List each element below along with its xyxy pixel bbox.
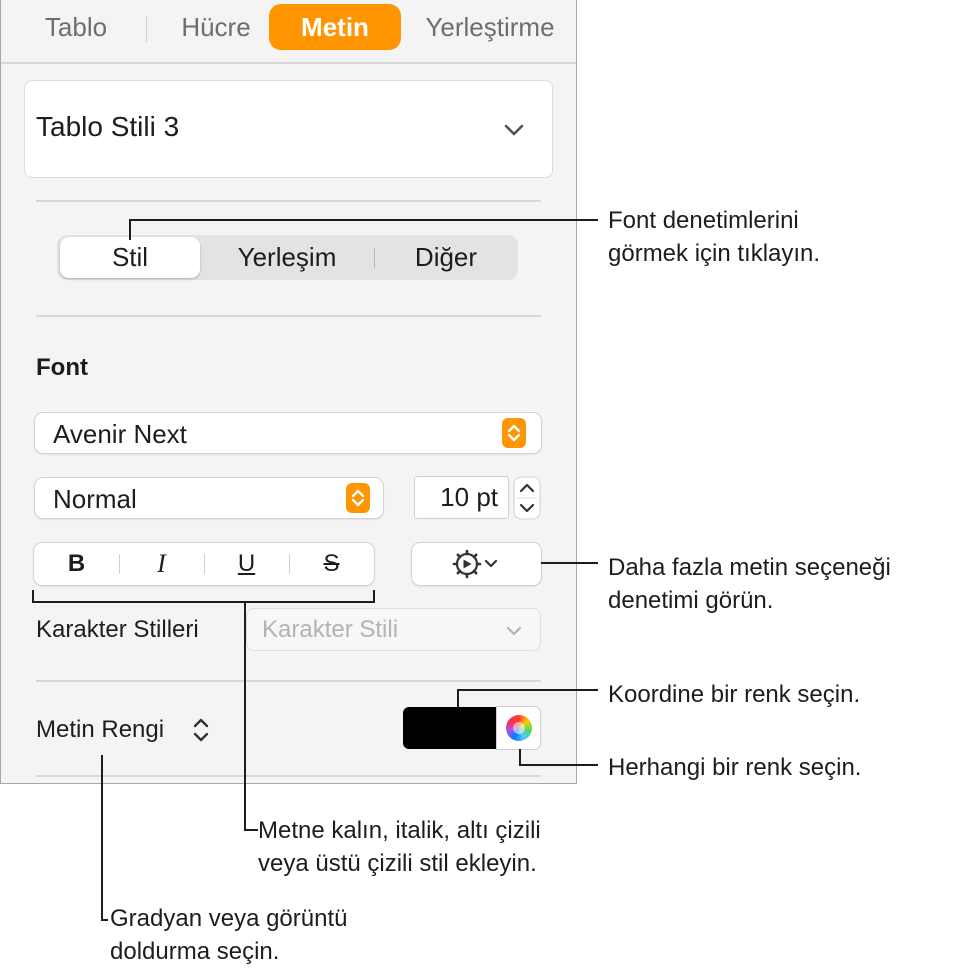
callout-coordinating-color: Koordine bir renk seçin. [608, 681, 861, 708]
character-style-placeholder: Karakter Stili [262, 616, 399, 643]
font-typeface-value: Normal [53, 484, 137, 514]
table-style-label: Tablo Stili 3 [36, 111, 180, 142]
callout-gradient-fill: Gradyan veya görüntü doldurma seçin. [110, 905, 348, 965]
subtab-stil[interactable]: Stil [60, 237, 200, 278]
italic-button[interactable]: I [157, 549, 166, 578]
underline-button[interactable]: U [237, 550, 256, 577]
font-size-field[interactable]: 10 pt [415, 477, 508, 518]
callout-any-color: Herhangi bir renk seçin. [608, 754, 862, 781]
tab-tablo[interactable]: Tablo [44, 12, 108, 42]
strikethrough-button[interactable]: S [323, 550, 340, 577]
callout-more-options: Daha fazla metin seçeneği denetimi görün. [608, 554, 891, 614]
callout-font-controls: Font denetimlerini görmek için tıklayın. [608, 207, 821, 267]
tab-hucre[interactable]: Hücre [181, 12, 251, 42]
callout-text-styles: Metne kalın, italik, altı çizili veya üstü çizili stil ekleyin. [258, 817, 541, 877]
tab-yerlestirme[interactable]: Yerleştirme [425, 12, 555, 42]
bold-button[interactable]: B [67, 550, 86, 577]
subtab-yerlesim[interactable]: Yerleşim [237, 242, 337, 272]
tab-metin[interactable]: Metin [269, 4, 401, 50]
subtab-diger[interactable]: Diğer [414, 242, 478, 272]
character-styles-label: Karakter Stilleri [36, 616, 199, 643]
text-color-fill-popup[interactable]: Metin Rengi [36, 716, 165, 743]
font-family-value: Avenir Next [53, 419, 187, 449]
font-section-title: Font [36, 354, 88, 381]
